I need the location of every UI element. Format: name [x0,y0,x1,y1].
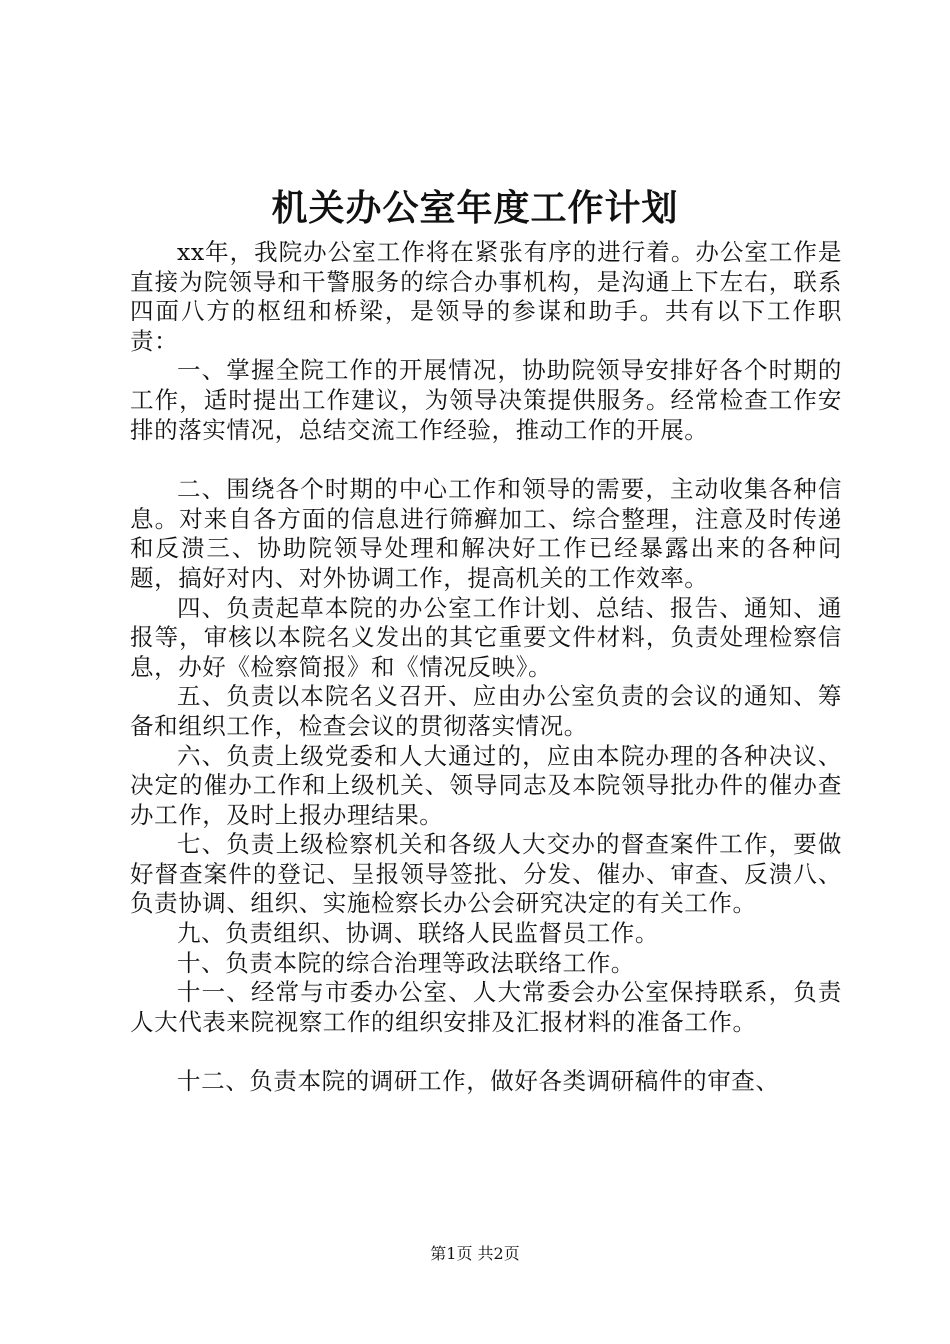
paragraph-item-10: 十、负责本院的综合治理等政法联络工作。 [177,948,635,977]
paragraph-item-9: 九、负责组织、协调、联络人民监督员工作。 [177,919,659,948]
paragraph-spacer [130,445,842,475]
document-body [130,238,842,1097]
page-number-footer: 第1页 共2页 [430,1244,520,1263]
paragraph-item-5: 五、负责以本院名义召开、应由办公室负责的会议的通知、筹备和组织工作，检查会议的贯彻落实情况。 [130,682,842,740]
paragraph-item-11: 十一、经常与市委办公室、人大常委会办公室保持联系，负责人大代表来院视察工作的组织安排及汇报材料的准备工作。 [130,978,842,1036]
paragraph-item-1: 一、掌握全院工作的开展情况，协助院领导安排好各个时期的工作，适时提出工作建议，为领导决策提供服务。经常检查工作安排的落实情况，总结交流工作经验，推动工作的开展。 [130,356,842,444]
paragraph-item-7: 七、负责上级检察机关和各级人大交办的督查案件工作，要做好督查案件的登记、呈报领导签批、分发、催办、审查、反溃八、负责协调、组织、实施检察长办公会研究决定的有关工作。 [130,830,842,918]
document-title: 机关办公室年度工作计划 [271,187,679,229]
paragraph-item-12: 十二、负责本院的调研工作，做好各类调研稿件的审查、 [177,1067,780,1096]
paragraph-item-6: 六、负责上级党委和人大通过的，应由本院办理的各种决议、决定的催办工作和上级机关、领导同志及本院领导批办件的催办查办工作，及时上报办理结果。 [130,741,842,829]
paragraph-item-2: 二、围绕各个时期的中心工作和领导的需要，主动收集各种信息。对来自各方面的信息进行筛癣加工、综合整理，注意及时传递和反溃三、协助院领导处理和解决好工作已经暴露出来的各种问题，搞好对内、对外协调工作，提高机关的工作效率。 [130,475,842,592]
paragraph-item-4: 四、负责起草本院的办公室工作计划、总结、报告、通知、通报等，审核以本院名义发出的其它重要文件材料，负责处理检察信息，办好《检察简报》和《情况反映》。 [130,593,842,681]
paragraph-intro: xx年，我院办公室工作将在紧张有序的进行着。办公室工作是直接为院领导和干警服务的综合办事机构，是沟通上下左右，联系四面八方的枢纽和桥梁，是领导的参谋和助手。共有以下工作职责： [130,238,842,355]
paragraph-spacer [130,1037,842,1067]
